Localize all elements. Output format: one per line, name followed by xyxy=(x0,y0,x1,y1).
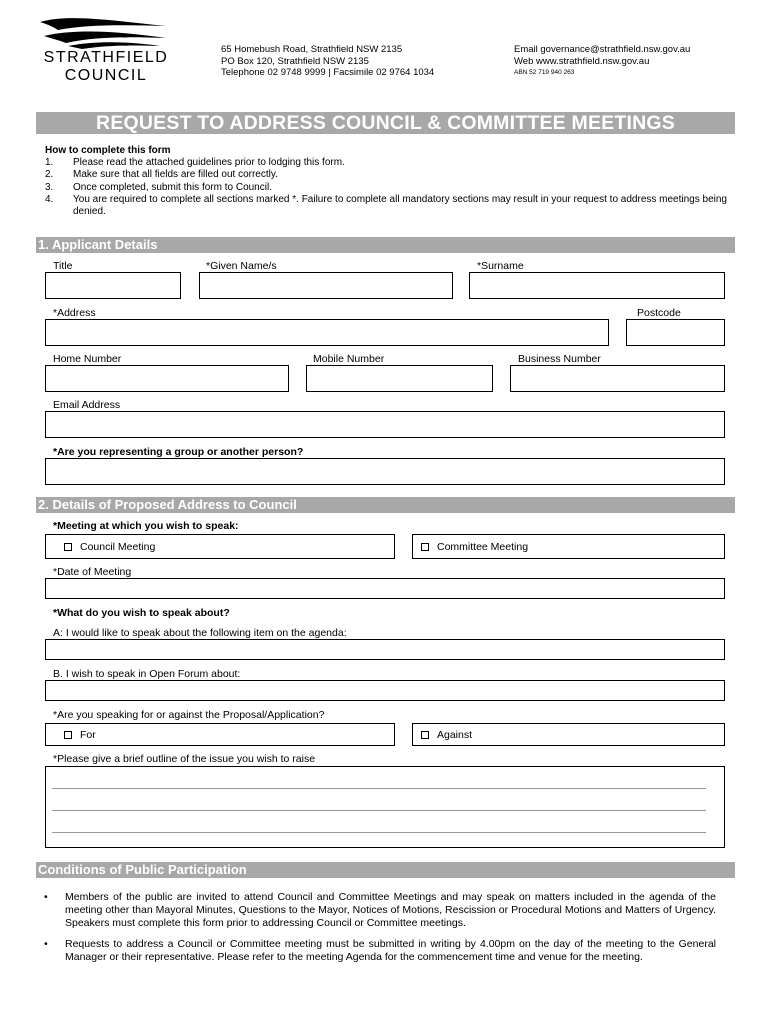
instruction-item: 2. Make sure that all fields are filled out correctly. xyxy=(45,169,278,181)
postcode-label: Postcode xyxy=(637,307,681,319)
surname-field[interactable] xyxy=(469,272,725,299)
date-of-meeting-label: *Date of Meeting xyxy=(53,566,132,578)
condition-item: • Members of the public are invited to attend Council and Committee Meetings and may speak on matters included in the agenda of the meeting other than Mayoral Minutes, Questions to the Mayor, Notices of Motions, Rescission or Procedural Motions and Matters of Urgency. Speakers must complete this form prior to addressing Council or Committee meetings. xyxy=(44,891,716,929)
contact-email: Email governance@strathfield.nsw.gov.au xyxy=(514,44,691,55)
business-number-label: Business Number xyxy=(518,353,601,365)
title-field[interactable] xyxy=(45,272,181,299)
email-field[interactable] xyxy=(45,411,725,438)
section-heading-conditions: Conditions of Public Participation xyxy=(36,862,735,878)
option-b-label: B. I wish to speak in Open Forum about: xyxy=(53,668,241,680)
bullet-icon: • xyxy=(44,891,48,903)
council-meeting-label: Council Meeting xyxy=(80,540,156,553)
for-option[interactable] xyxy=(45,723,395,746)
committee-meeting-label: Committee Meeting xyxy=(437,540,529,553)
agenda-item-field[interactable] xyxy=(45,639,725,660)
address-line: Telephone 02 9748 9999 | Facsimile 02 9764 1034 xyxy=(221,67,435,78)
mobile-number-label: Mobile Number xyxy=(313,353,385,365)
instruction-item: 3. Once completed, submit this form to Council. xyxy=(45,181,272,193)
writing-line xyxy=(52,832,706,833)
committee-meeting-checkbox[interactable] xyxy=(421,543,429,551)
committee-meeting-option[interactable] xyxy=(412,534,725,559)
section-heading-applicant: 1. Applicant Details xyxy=(36,237,735,253)
date-of-meeting-field[interactable] xyxy=(45,578,725,599)
bullet-icon: • xyxy=(44,938,48,951)
given-name-field[interactable] xyxy=(199,272,453,299)
against-checkbox[interactable] xyxy=(421,731,429,739)
open-forum-field[interactable] xyxy=(45,680,725,701)
for-label: For xyxy=(80,728,96,741)
council-meeting-checkbox[interactable] xyxy=(64,543,72,551)
council-contact xyxy=(514,44,690,79)
instructions xyxy=(45,145,727,218)
condition-item: • Requests to address a Council or Committee meeting must be submitted in writing by 4.00pm on the day of the meeting to the General Manager or their representative. Please refer to the meeting Agenda for the commencement time and venue for the meeting. xyxy=(44,938,716,964)
meeting-label: *Meeting at which you wish to speak: xyxy=(53,520,239,532)
mobile-number-field[interactable] xyxy=(306,365,493,392)
against-option[interactable] xyxy=(412,723,725,746)
council-address xyxy=(221,44,434,79)
for-checkbox[interactable] xyxy=(64,731,72,739)
issue-outline-field[interactable] xyxy=(45,766,725,848)
title-label: Title xyxy=(53,260,73,272)
address-field[interactable] xyxy=(45,319,609,346)
home-number-label: Home Number xyxy=(53,353,122,365)
council-logo-swoosh xyxy=(38,16,168,50)
address-label: *Address xyxy=(53,307,96,319)
postcode-field[interactable] xyxy=(626,319,725,346)
given-name-label: *Given Name/s xyxy=(206,260,277,272)
surname-label: *Surname xyxy=(477,260,524,272)
conditions-list xyxy=(42,891,716,973)
logo-text-council: COUNCIL xyxy=(64,67,148,84)
home-number-field[interactable] xyxy=(45,365,289,392)
contact-web: Web www.strathfield.nsw.gov.au xyxy=(514,55,650,67)
for-against-label: *Are you speaking for or against the Proposal/Application? xyxy=(53,709,325,721)
logo-text-strathfield: STRATHFIELD xyxy=(43,49,169,66)
council-meeting-option[interactable] xyxy=(45,534,395,559)
option-a-label: A: I would like to speak about the following item on the agenda: xyxy=(53,627,347,639)
instruction-item: 4. You are required to complete all sections marked *. Failure to complete all mandatory sections may result in your request to address meetings being denied. xyxy=(45,193,727,218)
outline-label: *Please give a brief outline of the issue you wish to raise xyxy=(53,753,316,765)
writing-line xyxy=(52,788,706,789)
page-title: REQUEST TO ADDRESS COUNCIL & COMMITTEE MEETINGS xyxy=(36,112,735,134)
speak-about-label: *What do you wish to speak about? xyxy=(53,607,230,619)
representing-label: *Are you representing a group or another person? xyxy=(53,446,304,458)
email-label: Email Address xyxy=(53,399,121,411)
representing-field[interactable] xyxy=(45,458,725,485)
address-line: PO Box 120, Strathfield NSW 2135 xyxy=(221,55,369,67)
instructions-heading: How to complete this form xyxy=(45,145,171,156)
section-heading-proposed-address: 2. Details of Proposed Address to Council xyxy=(36,497,735,513)
writing-line xyxy=(52,810,706,811)
against-label: Against xyxy=(437,728,473,741)
business-number-field[interactable] xyxy=(510,365,725,392)
instruction-item: 1. Please read the attached guidelines prior to lodging this form. xyxy=(45,157,345,169)
address-line: 65 Homebush Road, Strathfield NSW 2135 xyxy=(221,44,403,55)
contact-abn: ABN 52 719 940 263 xyxy=(514,69,575,76)
